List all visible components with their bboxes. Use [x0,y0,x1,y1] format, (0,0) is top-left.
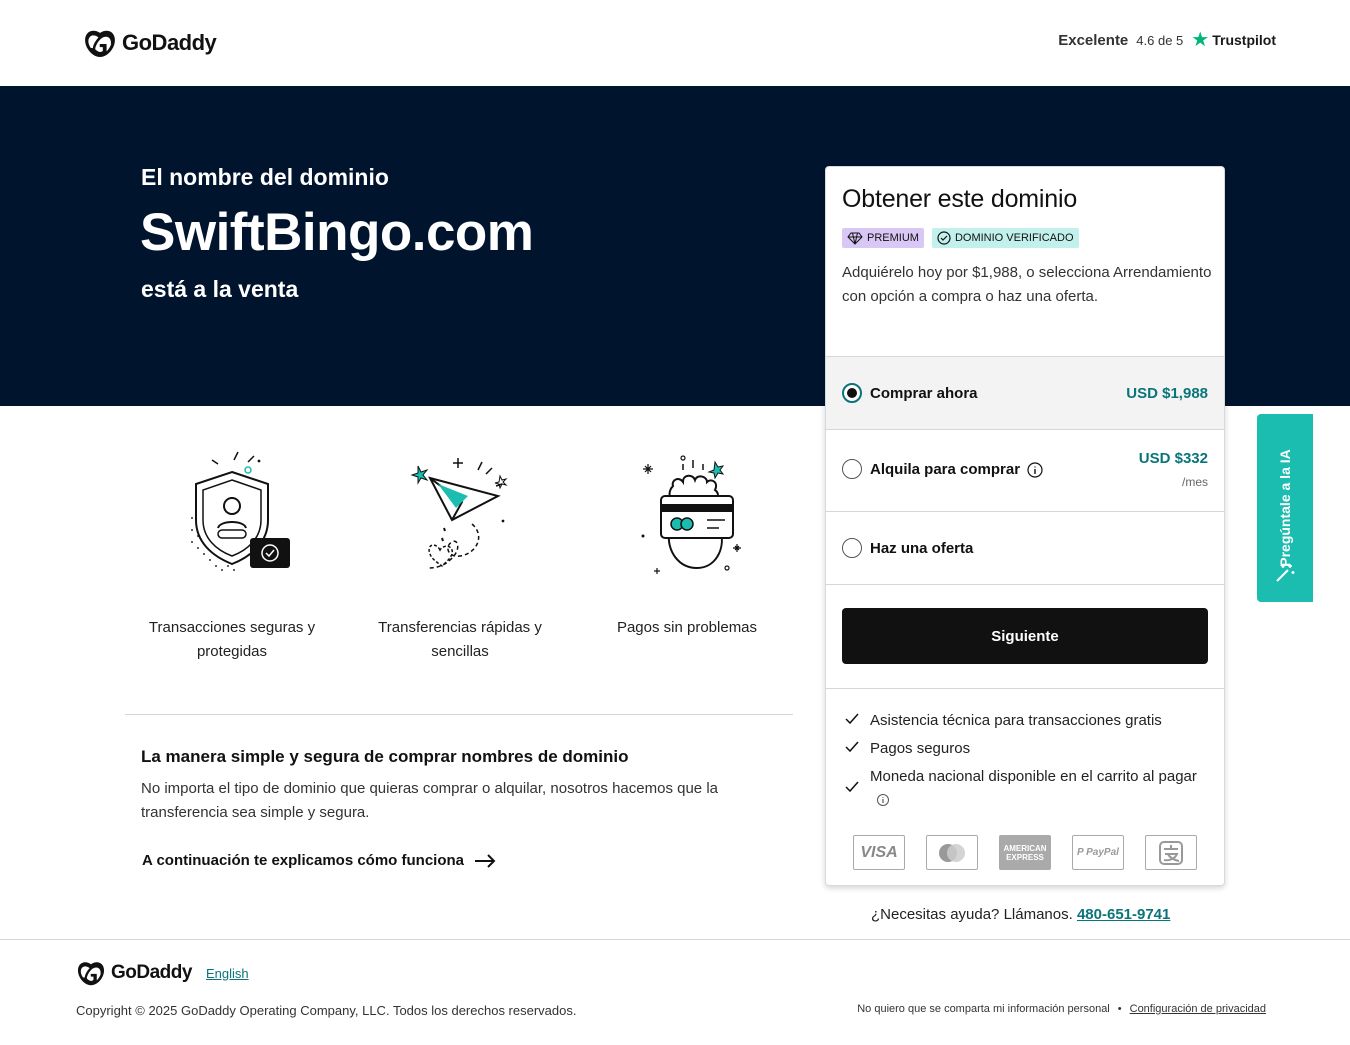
amex-icon: AMERICAN EXPRESS [999,835,1051,870]
magic-wand-icon [1274,562,1296,584]
visa-label: VISA [860,843,898,861]
how-it-works-label: A continuación te explicamos cómo funciona [142,852,464,869]
verified-badge [932,228,1079,248]
option-buy-now-label: Comprar ahora [870,385,978,402]
feature-fast-label: Transferencias rápidas y sencillas [378,619,542,660]
benefits-list [842,709,1212,817]
trustpilot-rating[interactable] [1058,30,1276,50]
option-lease-to-own[interactable] [826,429,1224,511]
radio-lease-to-own[interactable] [842,459,862,479]
premium-badge [842,228,924,248]
hero-pre-title: El nombre del dominio [141,164,389,190]
ask-ai-label: Pregúntale a la IA [1277,449,1293,567]
paper-plane-icon [400,450,520,580]
godaddy-logo-icon [84,28,116,58]
info-body: No importa el tipo de dominio que quieras comprar o alquilar, nosotros hacemos que la transferencia sea simple y segura. [141,780,718,821]
logo-text: GoDaddy [122,30,217,55]
alipay-icon [1145,835,1197,870]
check-icon [844,779,860,795]
radio-buy-now[interactable] [842,383,862,403]
domain-name: SwiftBingo.com [140,203,534,262]
info-icon[interactable] [876,793,890,807]
do-not-share-text[interactable]: No quiero que se comparta mi información personal [857,1003,1110,1015]
feature-fast [355,450,565,664]
trustpilot-brand [1191,30,1276,50]
footer [0,939,1350,1045]
radio-make-offer[interactable] [842,538,862,558]
benefit-item [842,709,1212,733]
benefit-item [842,765,1212,813]
option-lease-label: Alquila para comprar [870,461,1021,478]
check-icon [844,711,860,727]
card-divider [826,688,1224,689]
godaddy-logo[interactable] [84,28,216,58]
option-lease-price: USD $332 [1138,450,1208,467]
trustpilot-star-icon: ★ [1191,29,1210,51]
info-title: La manera simple y segura de comprar nombres de dominio [141,747,629,766]
visa-icon [853,835,905,870]
verified-label: DOMINIO VERIFICADO [954,232,1074,244]
option-lease-label-wrap [870,461,1043,478]
benefit-text: Asistencia técnica para transacciones gratis [870,712,1162,729]
content-divider [125,714,793,715]
card-title: Obtener este dominio [842,185,1078,213]
copyright: Copyright © 2025 GoDaddy Operating Company, LLC. Todos los derechos reservados. [76,1003,577,1018]
options-bottom-border [826,584,1224,585]
premium-label: PREMIUM [867,232,919,244]
diamond-icon [847,232,863,245]
godaddy-logo-icon [77,960,105,986]
payment-methods [853,835,1197,870]
help-text: ¿Necesitas ayuda? Llámanos. [871,906,1073,923]
info-section [141,747,781,825]
feature-payments-label: Pagos sin problemas [616,619,758,636]
help-line [871,906,1170,923]
option-buy-now[interactable] [826,356,1224,429]
option-offer-label: Haz una oferta [870,540,974,557]
check-icon [844,739,860,755]
purchase-card [825,166,1225,886]
mastercard-icon [926,835,978,870]
bullet-separator: • [1117,1003,1122,1015]
language-link[interactable]: English [205,965,249,981]
feature-payments [582,450,792,640]
arrow-right-icon [474,854,496,868]
footer-logo[interactable] [77,960,249,986]
footer-logo-text: GoDaddy [111,962,192,983]
next-button[interactable]: Siguiente [842,608,1208,664]
privacy-settings-link[interactable]: Configuración de privacidad [1129,1003,1266,1015]
top-header [0,0,1350,86]
hand-card-icon [627,450,747,580]
benefit-text: Moneda nacional disponible en el carrito al pagar [870,768,1197,785]
card-description: Adquiérelo hoy por $1,988, o selecciona Arrendamiento con opción a compra o haz una oferta. [842,264,1212,305]
privacy-links [857,1003,1266,1015]
feature-secure-label: Transacciones seguras y protegidas [148,619,316,660]
feature-secure [127,450,337,664]
trustpilot-label: Trustpilot [1212,32,1276,48]
phone-link[interactable]: 480-651-9741 [1076,906,1171,923]
check-circle-icon [937,231,951,245]
option-lease-per: /mes [1181,475,1208,489]
trust-score: 4.6 de 5 [1136,32,1184,48]
option-make-offer[interactable] [826,511,1224,584]
paypal-icon: P PayPal [1072,835,1124,870]
badge-row [842,228,1079,248]
ask-ai-tab[interactable] [1257,414,1313,602]
info-icon[interactable] [1027,462,1043,478]
benefit-item [842,737,1212,761]
benefit-text: Pagos seguros [870,740,971,757]
alipay-mark [1159,841,1183,865]
how-it-works-link[interactable] [142,852,496,869]
hero-post-title: está a la venta [141,276,299,302]
option-buy-now-price: USD $1,988 [1126,385,1208,402]
mastercard-circles [935,842,969,864]
trust-label: Excelente [1058,31,1129,49]
shield-user-icon [172,450,292,580]
